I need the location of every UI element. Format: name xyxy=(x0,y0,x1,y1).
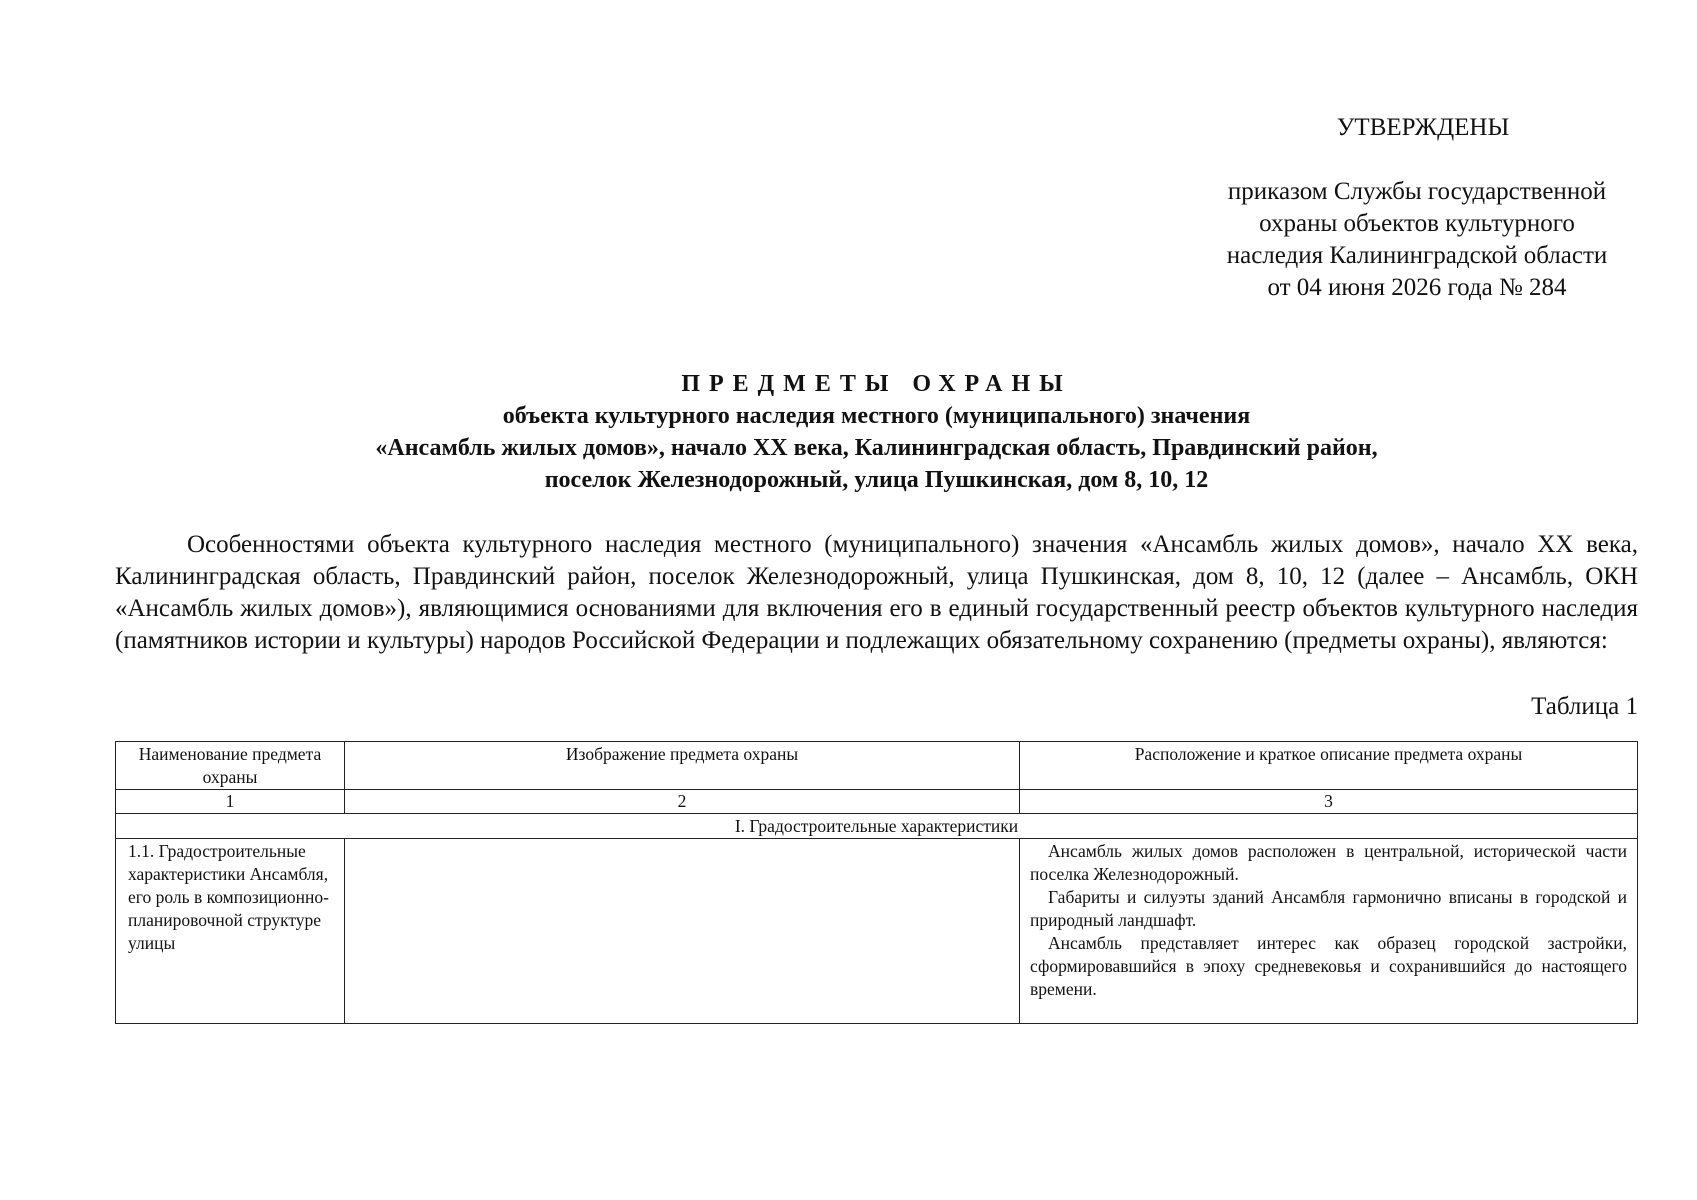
approval-line: приказом Службы государственной xyxy=(1227,178,1607,205)
intro-paragraph: Особенностями объекта культурного наследия местного (муниципального) значения «Ансамбль жилых домов», начало XX века, Калининградская область, Правдинский район, поселок Железнодорожный, улица Пушкинская, дом 8, 10, 12 (далее – Ансамбль, ОКН «Ансамбль жилых домов»), являющимися основаниями для включения его в единый государственный реестр объектов культурного наследия (памятников истории и культуры) народов Российской Федерации и подлежащих обязательному сохранению (предметы охраны), являются: xyxy=(115,531,1638,654)
item-description xyxy=(1020,839,1638,1024)
description-paragraph: Ансамбль жилых домов расположен в центральной, исторической части поселка Железнодорожный. xyxy=(1030,841,1627,884)
section-title: I. Градостроительные характеристики xyxy=(116,814,1638,839)
title-main: ПРЕДМЕТЫ ОХРАНЫ xyxy=(681,371,1072,397)
description-paragraph: Габариты и силуэты зданий Ансамбля гармонично вписаны в городской и природный ландшафт. xyxy=(1030,887,1627,930)
section-row xyxy=(116,814,1638,839)
approval-heading: УТВЕРЖДЕНЫ xyxy=(1336,114,1510,141)
item-name: 1.1. Градостроительные характеристики Ансамбля, его роль в композиционно-планировочной структуре улицы xyxy=(116,839,345,1024)
title-line: объекта культурного наследия местного (муниципального) значения xyxy=(502,403,1251,429)
protection-table xyxy=(115,741,1638,1024)
approval-block xyxy=(1197,112,1637,304)
document-title xyxy=(115,368,1638,496)
column-number: 1 xyxy=(116,790,345,814)
table-header-row xyxy=(116,742,1638,790)
title-line: поселок Железнодорожный, улица Пушкинская, дом 8, 10, 12 xyxy=(544,467,1209,493)
column-number: 2 xyxy=(345,790,1020,814)
approval-line: наследия Калининградской области xyxy=(1226,242,1608,269)
column-number-row xyxy=(116,790,1638,814)
column-header: Расположение и краткое описание предмета охраны xyxy=(1020,742,1638,790)
approval-line: охраны объектов культурного xyxy=(1259,210,1575,237)
table-row xyxy=(116,839,1638,1024)
column-number: 3 xyxy=(1020,790,1638,814)
item-image xyxy=(345,839,1020,1024)
table-caption: Таблица 1 xyxy=(1531,693,1638,720)
description-paragraph: Ансамбль представляет интерес как образец городской застройки, сформировавшийся в эпоху средневековья и сохранившийся до настоящего времени. xyxy=(1030,933,1627,999)
title-line: «Ансамбль жилых домов», начало XX века, Калининградская область, Правдинский район, xyxy=(375,435,1378,461)
column-header: Изображение предмета охраны xyxy=(345,742,1020,790)
approval-line: от 04 июня 2026 года № 284 xyxy=(1267,274,1567,301)
column-header: Наименование предмета охраны xyxy=(116,742,345,790)
